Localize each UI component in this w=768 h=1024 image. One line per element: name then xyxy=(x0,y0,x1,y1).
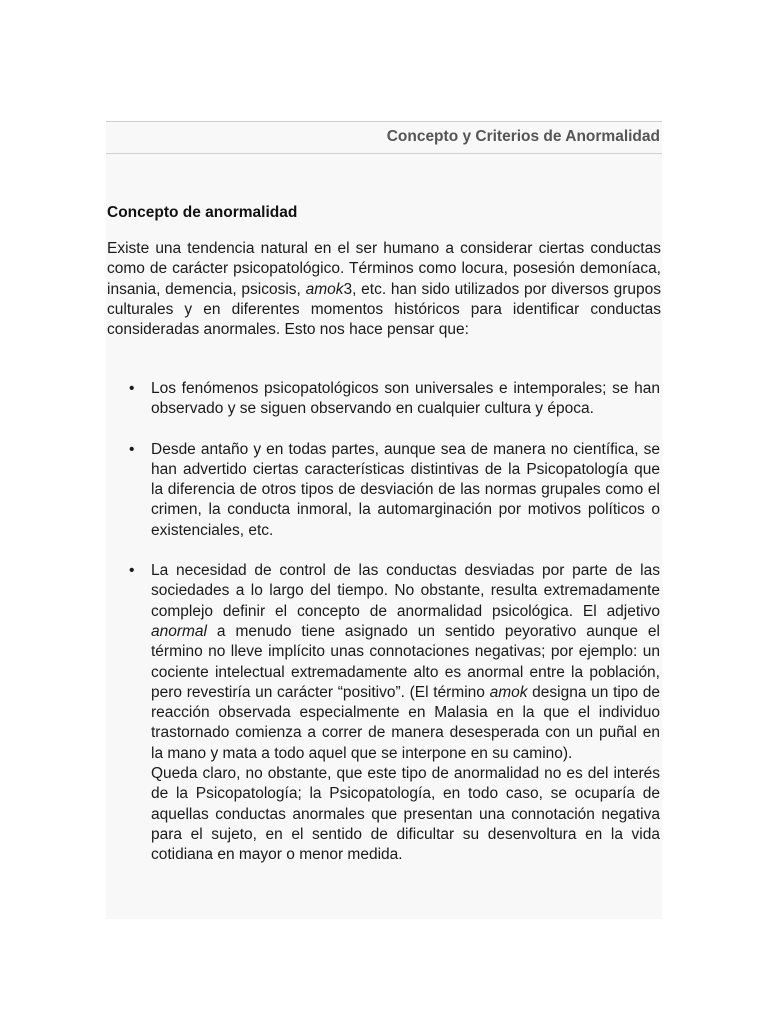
intro-paragraph xyxy=(107,239,661,340)
italic-term: amok xyxy=(489,683,528,701)
list-item-text-part: designa un tipo de reacción observada especialmente en Malasia en la que el individuo trastornado comienza a correr de manera desesperada con un puñal en la mano y mata a todo aquel que se interpone en su camino). xyxy=(151,683,660,762)
bullet-icon: • xyxy=(129,380,135,397)
list-item xyxy=(106,379,662,420)
bullet-icon: • xyxy=(129,562,135,580)
document-header xyxy=(106,121,662,154)
list-item-text xyxy=(151,561,660,764)
document-page xyxy=(106,121,662,919)
list-item-text: Los fenómenos psicopatológicos son universales e intemporales; se han observado y se siguen observando en cualquier cultura y época. xyxy=(151,380,660,418)
bullet-list xyxy=(106,379,662,886)
italic-term: anormal xyxy=(151,622,207,640)
intro-text-start: Existe una tendencia natural en el ser humano a considerar ciertas conductas como de carácter psicopatológico. Términos como locura, posesión demoníaca, insania, demencia, psicosis, xyxy=(107,240,661,298)
intro-text-end: 3, etc. han sido utilizados por diversos grupos culturales y en diferentes momentos históricos para identificar conductas consideradas anormales. Esto nos hace pensar que: xyxy=(107,280,661,339)
list-item xyxy=(106,440,662,541)
intro-italic-term: amok xyxy=(305,280,344,298)
bullet-icon: • xyxy=(129,440,135,458)
section-heading: Concepto de anormalidad xyxy=(107,204,298,221)
list-item-text-part: La necesidad de control de las conductas desviadas por parte de las sociedades a lo largo del tiempo. No obstante, resulta extremadamente complejo definir el concepto de anormalidad psicológica. El adjetivo xyxy=(151,562,660,620)
list-item-text-part: a menudo tiene asignado un sentido peyorativo aunque el término no lleve implícito unas connotaciones negativas; por ejemplo: un cociente intelectual extremadamente alto es anormal entre la población, pero revestiría un carácter “positivo”. (El término xyxy=(151,622,660,701)
list-item-text: Desde antaño y en todas partes, aunque sea de manera no científica, se han advertido ciertas características distintivas de la Psicopatología que la diferencia de otros tipos de desviación de las normas grupales como el crimen, la conducta inmoral, la automarginación por motivos políticos o existenciales, etc. xyxy=(151,440,660,539)
document-title: Concepto y Criterios de Anormalidad xyxy=(386,128,660,145)
list-item xyxy=(106,561,662,865)
list-item-continuation: Queda claro, no obstante, que este tipo de anormalidad no es del interés de la Psicopatología; la Psicopatología, en todo caso, se ocuparía de aquellas conductas anormales que presentan una connotación negativa para el sujeto, en el sentido de dificultar su desenvoltura en la vida cotidiana en mayor o menor medida. xyxy=(151,765,660,864)
